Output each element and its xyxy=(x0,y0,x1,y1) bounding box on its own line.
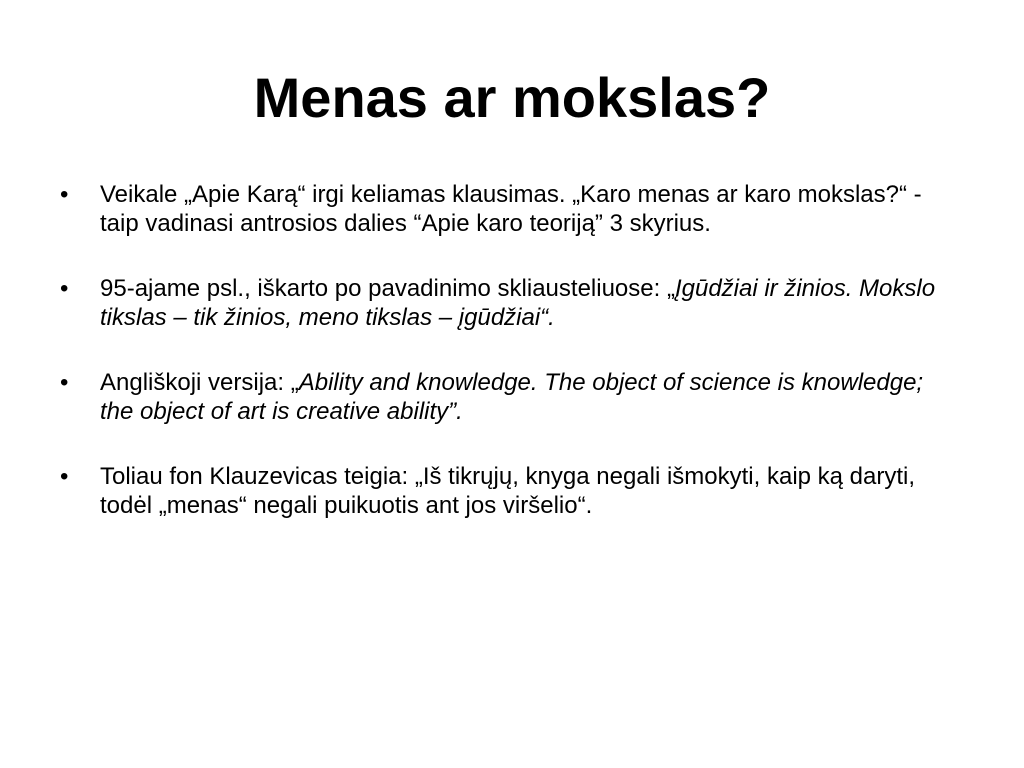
bullet-icon: • xyxy=(60,275,69,302)
bullet-item xyxy=(60,274,960,332)
bullet-item xyxy=(60,462,960,520)
bullet-text: 95-ajame psl., iškarto po pavadinimo skliausteliuose: „ xyxy=(100,275,675,302)
bullet-icon: • xyxy=(60,463,69,490)
bullet-icon: • xyxy=(60,369,69,396)
bullet-item xyxy=(60,180,960,238)
slide-title: Menas ar mokslas? xyxy=(253,66,771,129)
bullet-text: Toliau fon Klauzevicas teigia: „Iš tikrųjų, knyga negali išmokyti, kaip ką daryti, todėl „menas“ negali puikuotis ant jos viršelio“. xyxy=(100,463,916,519)
bullet-text-italic: Ability and knowledge. The object of science is knowledge; the object of art is creative ability”. xyxy=(100,369,924,425)
bullet-list xyxy=(60,180,960,556)
bullet-icon: • xyxy=(60,181,69,208)
bullet-text-italic: Įgūdžiai ir žinios. Mokslo tikslas – tik žinios, meno tikslas – įgūdžiai“. xyxy=(100,275,936,331)
bullet-text: Angliškoji versija: „ xyxy=(100,369,299,396)
bullet-item xyxy=(60,368,960,426)
bullet-text: Veikale „Apie Karą“ irgi keliamas klausimas. „Karo menas ar karo mokslas?“ - taip vadinasi antrosios dalies “Apie karo teoriją” 3 skyrius. xyxy=(100,181,922,237)
